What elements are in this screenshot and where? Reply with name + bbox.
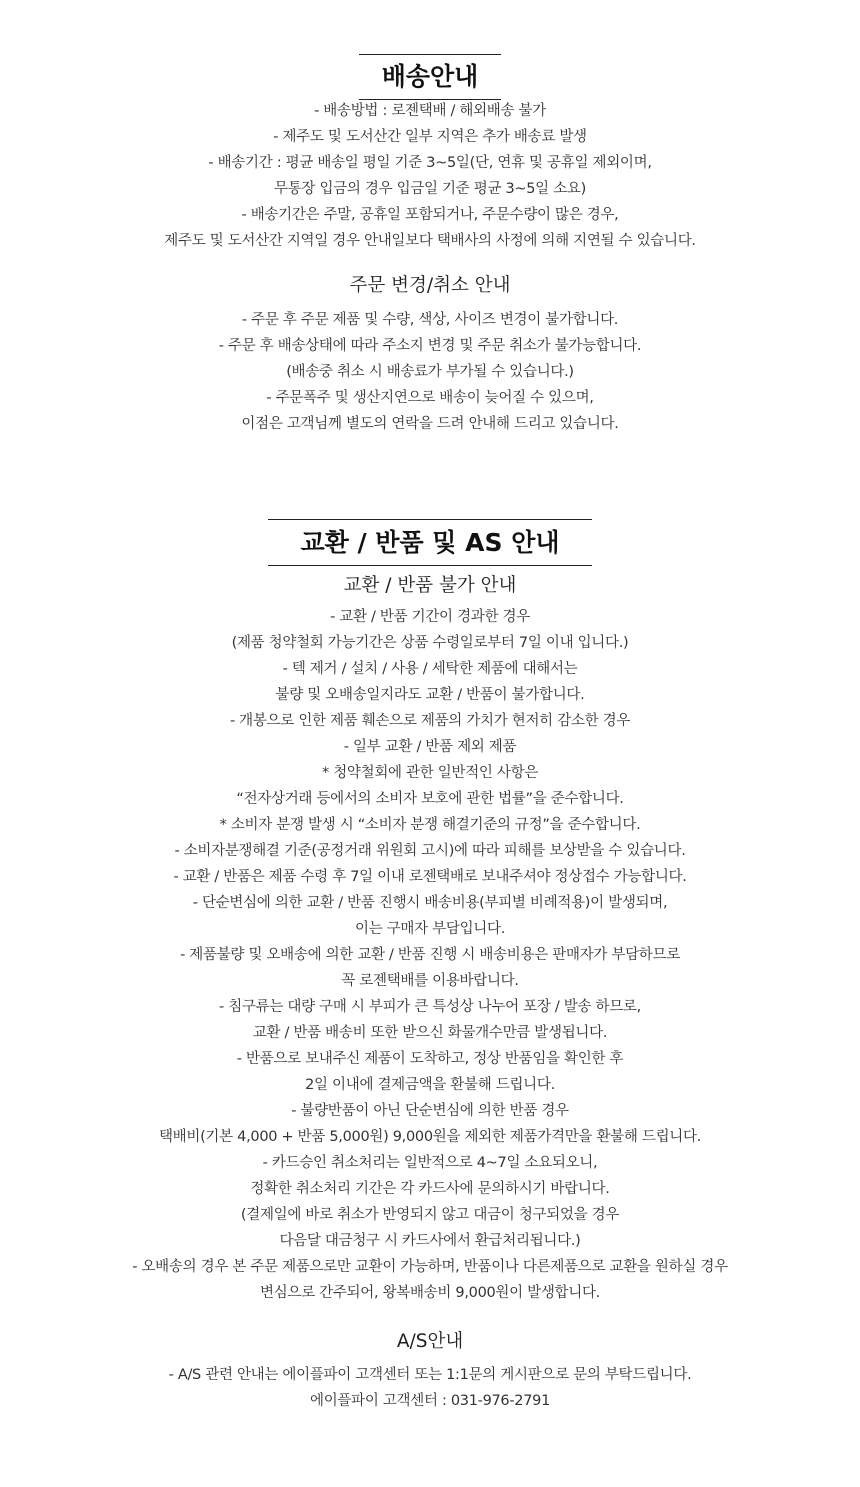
exchange-line: - 제품불량 및 오배송에 의한 교환 / 반품 진행 시 배송비용은 판매자가 부담하므로: [180, 947, 680, 963]
exchange-line: 교환 / 반품 배송비 또한 받으신 화물개수만큼 발생됩니다.: [252, 1025, 608, 1041]
exchange-line: - 일부 교환 / 반품 제외 제품: [343, 739, 517, 755]
exchange-line: - 침구류는 대량 구매 시 부피가 큰 특성상 나누어 포장 / 발송 하므로,: [219, 999, 641, 1015]
exchange-line: (결제일에 바로 취소가 반영되지 않고 대금이 청구되었을 경우: [240, 1207, 620, 1223]
shipping-line: - 제주도 및 도서산간 일부 지역은 추가 배송료 발생: [273, 129, 587, 145]
shipping-line: - 배송기간은 주말, 공휴일 포함되거나, 주문수량이 많은 경우,: [241, 207, 619, 223]
exchange-line: 정확한 취소처리 기간은 각 카드사에 문의하시기 바랍니다.: [250, 1181, 610, 1197]
exchange-line: - 소비자분쟁해결 기준(공정거래 위원회 고시)에 따라 피해를 보상받을 수 있습니다.: [174, 843, 686, 859]
exchange-line: * 청약철회에 관한 일반적인 사항은: [321, 765, 539, 781]
exchange-line: 택배비(기본 4,000 + 반품 5,000원) 9,000원을 제외한 제품가격만을 환불해 드립니다.: [158, 1129, 702, 1145]
order-change-line: - 주문 후 배송상태에 따라 주소지 변경 및 주문 취소가 불가능합니다.: [218, 338, 642, 354]
as-phone-line: 에이플파이 고객센터 : 031-976-2791: [310, 1393, 550, 1409]
order-change-line: - 주문 후 주문 제품 및 수량, 색상, 사이즈 변경이 불가합니다.: [241, 312, 619, 328]
exchange-line: - 불량반품이 아닌 단순변심에 의한 반품 경우: [291, 1103, 569, 1119]
order-change-lines: [0, 307, 860, 437]
exchange-line: - 교환 / 반품 기간이 경과한 경우: [330, 609, 530, 625]
exchange-line: - 오배송의 경우 본 주문 제품으로만 교환이 가능하며, 반품이나 다른제품으로 교환을 원하실 경우: [132, 1259, 728, 1275]
exchange-line: 다음달 대금청구 시 카드사에서 환급처리됩니다.): [279, 1233, 581, 1249]
exchange-line: (제품 청약철회 가능기간은 상품 수령일로부터 7일 이내 입니다.): [231, 635, 629, 651]
as-lines: [0, 1362, 860, 1414]
shipping-line: - 배송기간 : 평균 배송일 평일 기준 3~5일(단, 연휴 및 공휴일 제외이며,: [208, 155, 652, 171]
exchange-line: 불량 및 오배송일지라도 교환 / 반품이 불가합니다.: [275, 687, 585, 703]
exchange-not-allowed-title: 교환 / 반품 불가 안내: [343, 575, 517, 596]
exchange-title: 교환 / 반품 및 AS 안내: [268, 519, 592, 566]
exchange-line: 2일 이내에 결제금액을 환불해 드립니다.: [305, 1077, 555, 1093]
shipping-title: 배송안내: [359, 54, 501, 100]
exchange-line: 변심으로 간주되어, 왕복배송비 9,000원이 발생합니다.: [259, 1285, 600, 1301]
order-change-line: - 주문폭주 및 생산지연으로 배송이 늦어질 수 있으며,: [266, 390, 594, 406]
shipping-line: - 배송방법 : 로젠택배 / 해외배송 불가: [314, 103, 546, 119]
as-line: - A/S 관련 안내는 에이플파이 고객센터 또는 1:1문의 게시판으로 문의 부탁드립니다.: [168, 1367, 692, 1383]
exchange-not-allowed-lines: [0, 604, 860, 1306]
order-change-line: 이점은 고객님께 별도의 연락을 드려 안내해 드리고 있습니다.: [241, 416, 619, 432]
exchange-line: - 카드승인 취소처리는 일반적으로 4~7일 소요되오니,: [262, 1155, 598, 1171]
shipping-line: 무통장 입금의 경우 입금일 기준 평균 3~5일 소요): [274, 181, 586, 197]
shipping-lines: [0, 98, 860, 254]
exchange-line: “전자상거래 등에서의 소비자 보호에 관한 법률”을 준수합니다.: [236, 791, 624, 807]
exchange-line: - 반품으로 보내주신 제품이 도착하고, 정상 반품임을 확인한 후: [236, 1051, 624, 1067]
exchange-line: 꼭 로젠택배를 이용바랍니다.: [341, 973, 519, 989]
exchange-line: * 소비자 분쟁 발생 시 “소비자 분쟁 해결기준의 규정”을 준수합니다.: [219, 817, 641, 833]
exchange-line: - 개봉으로 인한 제품 훼손으로 제품의 가치가 현저히 감소한 경우: [229, 713, 631, 729]
exchange-line: 이는 구매자 부담입니다.: [355, 921, 505, 937]
shipping-line: 제주도 및 도서산간 지역일 경우 안내일보다 택배사의 사정에 의해 지연될 수 있습니다.: [164, 233, 696, 249]
as-title: A/S안내: [396, 1331, 464, 1352]
order-change-line: (배송중 취소 시 배송료가 부가될 수 있습니다.): [286, 364, 574, 380]
exchange-line: - 단순변심에 의한 교환 / 반품 진행시 배송비용(부피별 비례적용)이 발생되며,: [192, 895, 668, 911]
order-change-title: 주문 변경/취소 안내: [349, 275, 511, 296]
exchange-line: - 텍 제거 / 설치 / 사용 / 세탁한 제품에 대해서는: [282, 661, 578, 677]
exchange-line: - 교환 / 반품은 제품 수령 후 7일 이내 로젠택배로 보내주셔야 정상접수 가능합니다.: [173, 869, 687, 885]
